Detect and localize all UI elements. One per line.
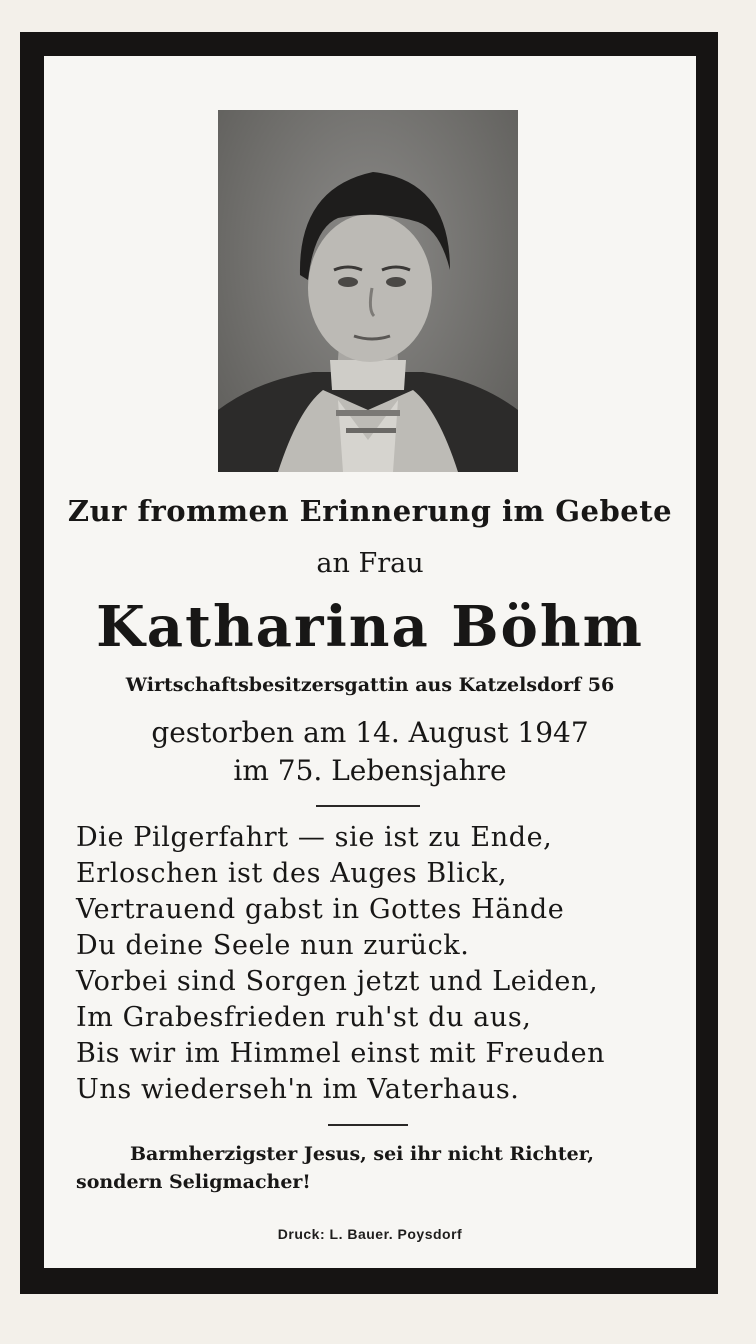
poem-line: Du deine Seele nun zurück. bbox=[76, 930, 470, 961]
poem-line: Bis wir im Himmel einst mit Freuden bbox=[76, 1038, 606, 1069]
age-line: im 75. Lebensjahre bbox=[233, 754, 507, 787]
poem-line: Im Grabesfrieden ruh'st du aus, bbox=[76, 1002, 532, 1033]
closing-prayer bbox=[76, 1140, 676, 1196]
portrait-photo bbox=[218, 110, 518, 472]
deceased-name: Katharina Böhm bbox=[96, 594, 644, 660]
prayer-line-1: Barmherzigster Jesus, sei ihr nicht Richter, bbox=[130, 1143, 594, 1165]
death-date-line: gestorben am 14. August 1947 bbox=[151, 716, 589, 749]
prayer-line-2: sondern Seligmacher! bbox=[76, 1171, 311, 1193]
printer-credit: Druck: L. Bauer. Poysdorf bbox=[277, 1226, 463, 1242]
poem-line: Erloschen ist des Auges Blick, bbox=[76, 858, 508, 889]
divider-bottom bbox=[328, 1124, 408, 1126]
divider-top bbox=[316, 805, 420, 807]
salutation: an Frau bbox=[316, 548, 424, 579]
poem-line: Uns wiederseh'n im Vaterhaus. bbox=[76, 1074, 520, 1105]
poem-line: Vertrauend gabst in Gottes Hände bbox=[76, 894, 565, 925]
occupation-line: Wirtschaftsbesitzersgattin aus Katzelsdorf 56 bbox=[125, 674, 615, 696]
poem-line: Die Pilgerfahrt — sie ist zu Ende, bbox=[76, 822, 553, 853]
poem bbox=[76, 820, 676, 1108]
poem-line: Vorbei sind Sorgen jetzt und Leiden, bbox=[76, 966, 599, 997]
heading: Zur frommen Erinnerung im Gebete bbox=[67, 494, 673, 528]
portrait-illustration bbox=[218, 110, 518, 472]
